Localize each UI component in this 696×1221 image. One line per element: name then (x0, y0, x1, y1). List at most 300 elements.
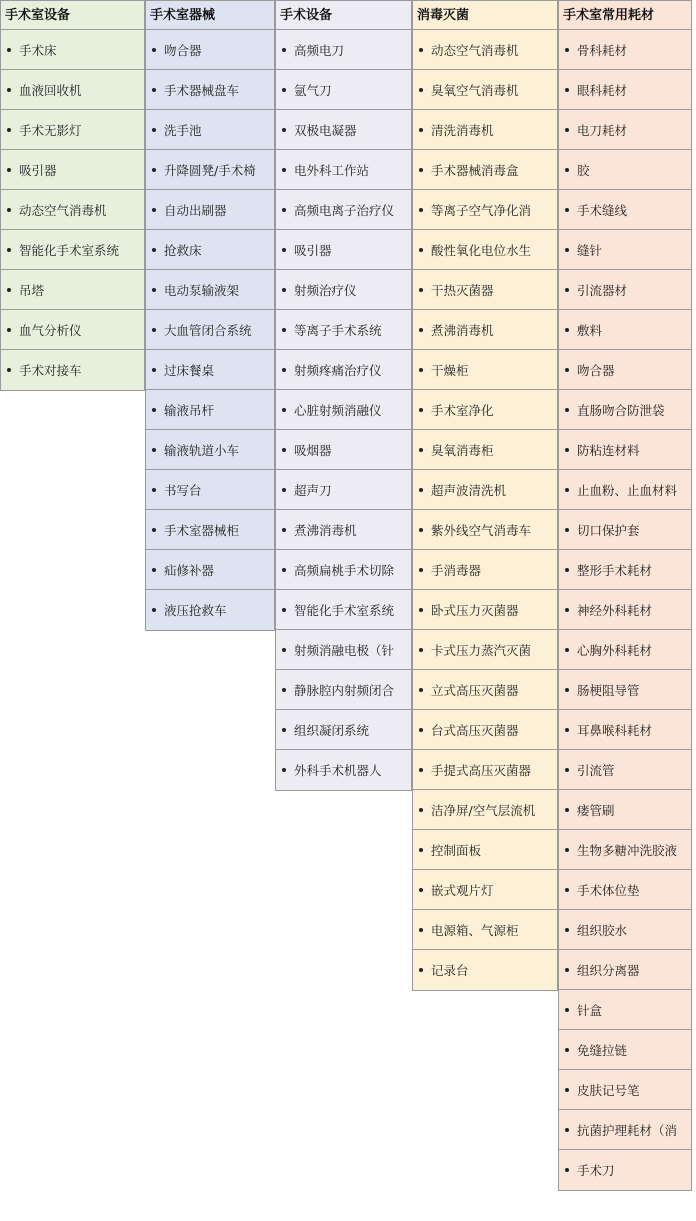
list-item (146, 430, 274, 470)
bullet-icon (419, 48, 423, 52)
list-item (559, 390, 691, 430)
list-item-label: 酸性氧化电位水生 (431, 242, 532, 258)
list-item-label: 煮沸消毒机 (431, 322, 494, 338)
bullet-icon (152, 328, 156, 332)
bullet-icon (152, 48, 156, 52)
list-item-label: 吸烟器 (294, 442, 332, 458)
list-item (559, 1150, 691, 1190)
list-item-label: 输液吊杆 (164, 402, 215, 418)
list-item (413, 830, 557, 870)
list-item (276, 230, 411, 270)
list-item (559, 270, 691, 310)
bullet-icon (565, 248, 569, 252)
list-item-label: 自动出刷器 (164, 202, 227, 218)
bullet-icon (282, 48, 286, 52)
list-item-label: 静脉腔内射频闭合 (294, 682, 395, 698)
list-item-label: 紫外线空气消毒车 (431, 522, 532, 538)
bullet-icon (565, 328, 569, 332)
list-item-label: 心胸外科耗材 (577, 642, 653, 658)
list-item (413, 550, 557, 590)
list-item (413, 950, 557, 990)
bullet-icon (419, 208, 423, 212)
column-header: 手术室器械 (146, 0, 274, 30)
list-item (146, 270, 274, 310)
bullet-icon (152, 128, 156, 132)
list-item (559, 1030, 691, 1070)
column-surgical-room-equipment (0, 0, 145, 391)
list-item (413, 790, 557, 830)
list-item (276, 190, 411, 230)
list-item-label: 手提式高压灭菌器 (431, 762, 532, 778)
list-item-label: 止血粉、止血材料 (577, 482, 678, 498)
bullet-icon (419, 368, 423, 372)
list-item-label: 超声刀 (294, 482, 332, 498)
list-item (146, 390, 274, 430)
column-items (413, 30, 557, 990)
list-item-label: 输液轨道小车 (164, 442, 240, 458)
list-item-label: 射频消融电极（针 (294, 642, 395, 658)
list-item (559, 830, 691, 870)
list-item (559, 1110, 691, 1150)
list-item (146, 230, 274, 270)
list-item (276, 670, 411, 710)
bullet-icon (565, 728, 569, 732)
list-item (146, 190, 274, 230)
bullet-icon (565, 968, 569, 972)
list-item-label: 立式高压灭菌器 (431, 682, 519, 698)
bullet-icon (7, 168, 11, 172)
list-item-label: 眼科耗材 (577, 82, 628, 98)
list-item-label: 手术对接车 (19, 363, 82, 378)
list-item-label: 台式高压灭菌器 (431, 722, 519, 738)
list-item-label: 抢救床 (164, 242, 202, 258)
list-item-label: 高频电离子治疗仪 (294, 202, 395, 218)
list-item-label: 免缝拉链 (577, 1042, 628, 1058)
list-item (276, 630, 411, 670)
list-item-label: 组织分离器 (577, 962, 640, 978)
list-item (146, 110, 274, 150)
column-items (276, 30, 411, 790)
list-item (559, 230, 691, 270)
bullet-icon (565, 648, 569, 652)
list-item (146, 550, 274, 590)
bullet-icon (152, 88, 156, 92)
list-item (413, 230, 557, 270)
column-disinfection-sterilization (412, 0, 558, 991)
bullet-icon (7, 88, 11, 92)
list-item-label: 动态空气消毒机 (19, 202, 107, 218)
bullet-icon (419, 768, 423, 772)
list-item-label: 等离子空气净化消 (431, 202, 532, 218)
list-item-label: 卡式压力蒸汽灭菌 (431, 642, 532, 658)
list-item-label: 干燥柜 (431, 362, 469, 378)
list-item-label: 瘘管刷 (577, 802, 615, 818)
list-item-label: 书写台 (164, 482, 202, 498)
bullet-icon (282, 688, 286, 692)
list-item (559, 470, 691, 510)
list-item (413, 150, 557, 190)
column-common-consumables (558, 0, 692, 1191)
bullet-icon (152, 208, 156, 212)
bullet-icon (565, 1168, 569, 1172)
list-item (146, 350, 274, 390)
bullet-icon (565, 808, 569, 812)
list-item-label: 切口保护套 (577, 522, 640, 538)
bullet-icon (419, 688, 423, 692)
list-item-label: 外科手术机器人 (294, 763, 382, 778)
bullet-icon (565, 1128, 569, 1132)
bullet-icon (565, 848, 569, 852)
list-item (1, 350, 144, 390)
list-item (1, 230, 144, 270)
list-item (559, 910, 691, 950)
bullet-icon (282, 168, 286, 172)
list-item-label: 皮肤记号笔 (577, 1082, 640, 1098)
bullet-icon (419, 248, 423, 252)
list-item (146, 70, 274, 110)
list-item (559, 710, 691, 750)
bullet-icon (7, 48, 11, 52)
list-item-label: 手术缝线 (577, 202, 628, 218)
list-item-label: 高频扁桃手术切除 (294, 562, 395, 578)
list-item-label: 臭氧空气消毒机 (431, 82, 519, 98)
list-item-label: 防粘连材料 (577, 442, 640, 458)
list-item-label: 手消毒器 (431, 562, 482, 578)
list-item (413, 670, 557, 710)
list-item (413, 430, 557, 470)
bullet-icon (565, 1008, 569, 1012)
list-item-label: 针盒 (577, 1002, 603, 1018)
list-item-label: 手术器械消毒盒 (431, 162, 519, 178)
bullet-icon (565, 568, 569, 572)
list-item (413, 390, 557, 430)
list-item (276, 590, 411, 630)
list-item-label: 氩气刀 (294, 82, 332, 98)
bullet-icon (419, 888, 423, 892)
list-item-label: 手术刀 (577, 1163, 615, 1178)
list-item (559, 750, 691, 790)
bullet-icon (565, 168, 569, 172)
bullet-icon (565, 48, 569, 52)
list-item (276, 310, 411, 350)
list-item-label: 血液回收机 (19, 82, 82, 98)
list-item-label: 手术体位垫 (577, 882, 640, 898)
list-item-label: 组织胶水 (577, 922, 628, 938)
list-item (146, 590, 274, 630)
list-item-label: 心脏射频消融仪 (294, 402, 382, 418)
bullet-icon (152, 248, 156, 252)
list-item (146, 470, 274, 510)
bullet-icon (282, 528, 286, 532)
list-item-label: 整形手术耗材 (577, 562, 653, 578)
list-item-label: 引流器材 (577, 282, 628, 298)
bullet-icon (282, 568, 286, 572)
bullet-icon (565, 928, 569, 932)
list-item-label: 胶 (577, 162, 590, 178)
list-item (559, 670, 691, 710)
list-item (413, 70, 557, 110)
bullet-icon (419, 608, 423, 612)
bullet-icon (419, 88, 423, 92)
list-item (559, 190, 691, 230)
bullet-icon (565, 128, 569, 132)
list-item (1, 270, 144, 310)
list-item (1, 190, 144, 230)
bullet-icon (282, 648, 286, 652)
bullet-icon (565, 888, 569, 892)
list-item-label: 射频疼痛治疗仪 (294, 362, 382, 378)
list-item-label: 液压抢救车 (164, 603, 227, 618)
list-item (559, 630, 691, 670)
list-item-label: 洗手池 (164, 122, 202, 138)
list-item-label: 动态空气消毒机 (431, 42, 519, 58)
list-item-label: 干热灭菌器 (431, 282, 494, 298)
list-item-label: 吻合器 (164, 42, 202, 58)
list-item-label: 超声波清洗机 (431, 482, 507, 498)
list-item-label: 骨科耗材 (577, 42, 628, 58)
bullet-icon (152, 288, 156, 292)
list-item-label: 手术室器械柜 (164, 522, 240, 538)
list-item (559, 150, 691, 190)
list-item-label: 过床餐桌 (164, 362, 215, 378)
list-item (276, 110, 411, 150)
bullet-icon (282, 88, 286, 92)
list-item (276, 750, 411, 790)
bullet-icon (565, 368, 569, 372)
bullet-icon (419, 328, 423, 332)
list-item-label: 生物多糖冲洗胶液 (577, 842, 678, 858)
bullet-icon (152, 408, 156, 412)
bullet-icon (7, 208, 11, 212)
list-item-label: 手术无影灯 (19, 122, 82, 138)
list-item (276, 150, 411, 190)
list-item-label: 手术器械盘车 (164, 82, 240, 98)
list-item (559, 510, 691, 550)
bullet-icon (419, 288, 423, 292)
list-item (146, 510, 274, 550)
list-item-label: 疝修补器 (164, 562, 215, 578)
bullet-icon (419, 728, 423, 732)
bullet-icon (565, 768, 569, 772)
column-surgical-room-instruments (145, 0, 275, 631)
list-item-label: 电刀耗材 (577, 122, 628, 138)
list-item-label: 耳鼻喉科耗材 (577, 722, 653, 738)
bullet-icon (282, 608, 286, 612)
list-item-label: 手术室净化 (431, 402, 494, 418)
list-item (559, 950, 691, 990)
bullet-icon (565, 528, 569, 532)
list-item-label: 煮沸消毒机 (294, 522, 357, 538)
bullet-icon (282, 488, 286, 492)
bullet-icon (419, 808, 423, 812)
list-item-label: 智能化手术室系统 (19, 242, 120, 258)
bullet-icon (565, 208, 569, 212)
list-item (146, 150, 274, 190)
list-item-label: 手术床 (19, 42, 57, 58)
bullet-icon (282, 328, 286, 332)
list-item (559, 350, 691, 390)
list-item (413, 510, 557, 550)
bullet-icon (419, 488, 423, 492)
list-item-label: 电动泵输液架 (164, 282, 240, 298)
list-item (413, 870, 557, 910)
list-item (559, 870, 691, 910)
list-item (559, 550, 691, 590)
bullet-icon (565, 408, 569, 412)
bullet-icon (152, 448, 156, 452)
list-item-label: 电外科工作站 (294, 162, 370, 178)
list-item (559, 70, 691, 110)
list-item-label: 智能化手术室系统 (294, 602, 395, 618)
list-item-label: 敷料 (577, 322, 603, 338)
bullet-icon (419, 128, 423, 132)
bullet-icon (419, 408, 423, 412)
list-item-label: 组织凝闭系统 (294, 722, 370, 738)
list-item (559, 110, 691, 150)
list-item (276, 550, 411, 590)
list-item-label: 神经外科耗材 (577, 602, 653, 618)
bullet-icon (282, 248, 286, 252)
list-item (559, 990, 691, 1030)
column-items (1, 30, 144, 390)
list-item-label: 肠梗阻导管 (577, 682, 640, 698)
list-item (559, 790, 691, 830)
list-item (413, 630, 557, 670)
list-item (413, 470, 557, 510)
bullet-icon (565, 88, 569, 92)
bullet-icon (419, 568, 423, 572)
list-item (413, 190, 557, 230)
list-item-label: 等离子手术系统 (294, 322, 382, 338)
bullet-icon (282, 408, 286, 412)
bullet-icon (565, 288, 569, 292)
list-item-label: 吻合器 (577, 362, 615, 378)
bullet-icon (565, 688, 569, 692)
list-item-label: 双极电凝器 (294, 122, 357, 138)
list-item (1, 110, 144, 150)
list-item-label: 血气分析仪 (19, 322, 82, 338)
list-item (413, 310, 557, 350)
list-item-label: 直肠吻合防泄袋 (577, 402, 665, 418)
bullet-icon (565, 1048, 569, 1052)
list-item-label: 清洗消毒机 (431, 122, 494, 138)
bullet-icon (419, 168, 423, 172)
bullet-icon (419, 968, 423, 972)
list-item (413, 750, 557, 790)
list-item (559, 590, 691, 630)
list-item (1, 150, 144, 190)
list-item-label: 臭氧消毒柜 (431, 442, 494, 458)
list-item-label: 缝针 (577, 242, 603, 258)
list-item (413, 270, 557, 310)
bullet-icon (7, 368, 11, 372)
list-item-label: 吸引器 (19, 162, 57, 178)
list-item-label: 引流管 (577, 762, 615, 778)
list-item (1, 70, 144, 110)
list-item (413, 30, 557, 70)
bullet-icon (152, 608, 156, 612)
list-item (559, 1070, 691, 1110)
bullet-icon (419, 928, 423, 932)
list-item-label: 升降圆凳/手术椅 (164, 162, 256, 178)
list-item-label: 射频治疗仪 (294, 282, 357, 298)
bullet-icon (419, 528, 423, 532)
bullet-icon (565, 448, 569, 452)
bullet-icon (152, 368, 156, 372)
column-header: 手术设备 (276, 0, 411, 30)
list-item (276, 30, 411, 70)
list-item-label: 高频电刀 (294, 42, 345, 58)
bullet-icon (565, 488, 569, 492)
list-item (276, 430, 411, 470)
list-item-label: 吊塔 (19, 282, 45, 298)
bullet-icon (419, 448, 423, 452)
list-item (413, 110, 557, 150)
list-item (1, 30, 144, 70)
bullet-icon (565, 608, 569, 612)
list-item (276, 270, 411, 310)
bullet-icon (565, 1088, 569, 1092)
list-item-label: 大血管闭合系统 (164, 322, 252, 338)
list-item (413, 350, 557, 390)
bullet-icon (7, 288, 11, 292)
list-item (1, 310, 144, 350)
list-item (146, 310, 274, 350)
bullet-icon (282, 368, 286, 372)
bullet-icon (282, 128, 286, 132)
bullet-icon (282, 768, 286, 772)
column-header: 消毒灭菌 (413, 0, 557, 30)
bullet-icon (419, 648, 423, 652)
list-item (146, 30, 274, 70)
list-item-label: 记录台 (431, 963, 469, 978)
list-item-label: 吸引器 (294, 242, 332, 258)
list-item-label: 电源箱、气源柜 (431, 922, 519, 938)
bullet-icon (282, 728, 286, 732)
column-header: 手术室设备 (1, 0, 144, 30)
bullet-icon (152, 488, 156, 492)
bullet-icon (419, 848, 423, 852)
list-item (559, 30, 691, 70)
bullet-icon (282, 288, 286, 292)
bullet-icon (7, 128, 11, 132)
column-header: 手术室常用耗材 (559, 0, 691, 30)
list-item (413, 710, 557, 750)
bullet-icon (7, 248, 11, 252)
column-items (146, 30, 274, 630)
list-item (276, 470, 411, 510)
list-item (559, 310, 691, 350)
bullet-icon (152, 168, 156, 172)
list-item-label: 控制面板 (431, 842, 482, 858)
list-item-label: 抗菌护理耗材（消 (577, 1122, 678, 1138)
bullet-icon (282, 448, 286, 452)
list-item (413, 590, 557, 630)
bullet-icon (7, 328, 11, 332)
list-item (276, 70, 411, 110)
bullet-icon (152, 528, 156, 532)
list-item (276, 510, 411, 550)
bullet-icon (152, 568, 156, 572)
list-item (413, 910, 557, 950)
bullet-icon (282, 208, 286, 212)
list-item-label: 嵌式观片灯 (431, 882, 494, 898)
list-item-label: 洁净屏/空气层流机 (431, 802, 536, 818)
list-item (276, 710, 411, 750)
list-item (559, 430, 691, 470)
list-item (276, 350, 411, 390)
column-surgical-equipment (275, 0, 412, 791)
